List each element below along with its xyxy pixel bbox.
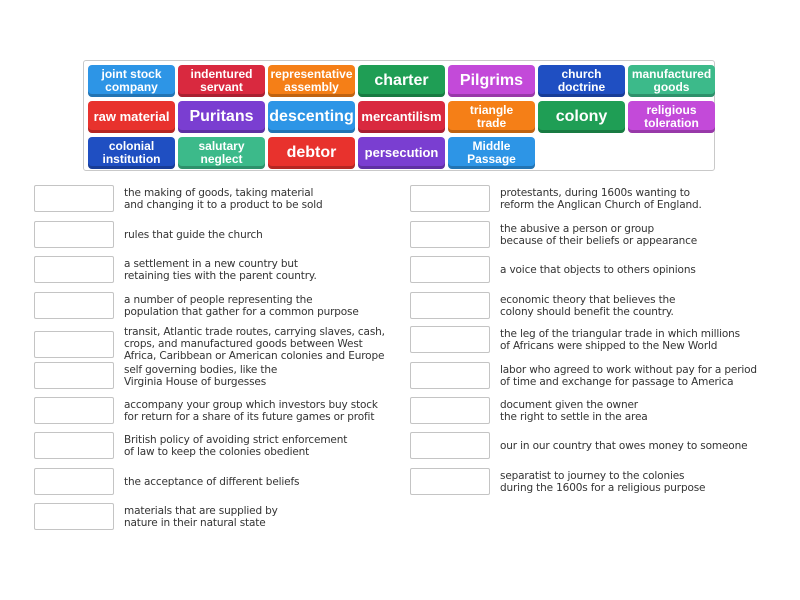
drop-slot[interactable] — [410, 256, 490, 283]
tile-puritans[interactable]: Puritans — [178, 101, 265, 133]
drop-slot[interactable] — [34, 432, 114, 459]
definition-text: the acceptance of different beliefs — [124, 475, 300, 488]
tile-manufactured-goods[interactable]: manufactured goods — [628, 65, 715, 97]
tile-pilgrims[interactable]: Pilgrims — [448, 65, 535, 97]
definition-text: labor who agreed to work without pay for a period of time and exchange for passage to America — [500, 363, 757, 388]
tile-mercantilism[interactable]: mercantilism — [358, 101, 445, 133]
tile-colonial-institution[interactable]: colonial institution — [88, 137, 175, 169]
match-row — [34, 292, 359, 319]
tile-triangle-trade[interactable]: triangle trade — [448, 101, 535, 133]
drop-slot[interactable] — [410, 468, 490, 495]
definition-text: British policy of avoiding strict enforcement of law to keep the colonies obedient — [124, 433, 348, 458]
tile-religious-toleration[interactable]: religious toleration — [628, 101, 715, 133]
tile-indentured-servant[interactable]: indentured servant — [178, 65, 265, 97]
tile-persecution[interactable]: persecution — [358, 137, 445, 169]
match-row — [34, 397, 378, 424]
match-row — [34, 432, 347, 459]
definition-text: self governing bodies, like the Virginia House of burgesses — [124, 363, 278, 388]
drop-slot[interactable] — [34, 292, 114, 319]
tile-salutary-neglect[interactable]: salutary neglect — [178, 137, 265, 169]
definition-text: separatist to journey to the colonies during the 1600s for a religious purpose — [500, 469, 706, 494]
tile-colony[interactable]: colony — [538, 101, 625, 133]
match-row — [410, 397, 648, 424]
definition-text: document given the owner the right to settle in the area — [500, 398, 648, 423]
match-row — [34, 326, 385, 362]
tile-joint-stock-company[interactable]: joint stock company — [88, 65, 175, 97]
definition-text: protestants, during 1600s wanting to reform the Anglican Church of England. — [500, 186, 702, 211]
drop-slot[interactable] — [410, 362, 490, 389]
tile-middle-passage[interactable]: Middle Passage — [448, 137, 535, 169]
definition-text: the abusive a person or group because of their beliefs or appearance — [500, 222, 698, 247]
match-row — [410, 468, 705, 495]
drop-slot[interactable] — [34, 503, 114, 530]
definition-text: a number of people representing the population that gather for a common purpose — [124, 293, 359, 318]
match-row — [34, 362, 277, 389]
tile-representative-assembly[interactable]: representative assembly — [268, 65, 355, 97]
definition-text: accompany your group which investors buy stock for return for a share of its future games or profit — [124, 398, 378, 423]
match-row — [410, 432, 747, 459]
match-row — [34, 185, 323, 212]
definition-text: economic theory that believes the colony should benefit the country. — [500, 293, 676, 318]
definition-text: the leg of the triangular trade in which millions of Africans were shipped to the New World — [500, 327, 741, 352]
match-row — [34, 221, 263, 248]
word-bank — [83, 60, 715, 171]
match-row — [410, 362, 757, 389]
drop-slot[interactable] — [34, 185, 114, 212]
definition-text: a voice that objects to others opinions — [500, 263, 696, 276]
definition-text: a settlement in a new country but retaining ties with the parent country. — [124, 257, 317, 282]
definition-text: transit, Atlantic trade routes, carrying slaves, cash, crops, and manufactured goods between West Africa, Caribbean or American colonies and Europe — [124, 326, 385, 362]
match-row — [410, 221, 697, 248]
match-row — [410, 256, 696, 283]
drop-slot[interactable] — [410, 432, 490, 459]
definition-text: rules that guide the church — [124, 228, 263, 241]
drop-slot[interactable] — [34, 397, 114, 424]
tile-debtor[interactable]: debtor — [268, 137, 355, 169]
drop-slot[interactable] — [410, 221, 490, 248]
tile-charter[interactable]: charter — [358, 65, 445, 97]
drop-slot[interactable] — [410, 326, 490, 353]
match-row — [34, 503, 278, 530]
drop-slot[interactable] — [410, 185, 490, 212]
match-row — [410, 326, 740, 353]
drop-slot[interactable] — [34, 331, 114, 358]
tile-descenting[interactable]: descenting — [268, 101, 355, 133]
match-row — [410, 292, 675, 319]
match-row — [410, 185, 702, 212]
drop-slot[interactable] — [410, 292, 490, 319]
definition-text: materials that are supplied by nature in their natural state — [124, 504, 278, 529]
drop-slot[interactable] — [34, 362, 114, 389]
definition-text: our in our country that owes money to someone — [500, 439, 748, 452]
tile-raw-material[interactable]: raw material — [88, 101, 175, 133]
drop-slot[interactable] — [34, 256, 114, 283]
match-row — [34, 256, 317, 283]
match-row — [34, 468, 299, 495]
drop-slot[interactable] — [410, 397, 490, 424]
tile-church-doctrine[interactable]: church doctrine — [538, 65, 625, 97]
definition-text: the making of goods, taking material and changing it to a product to be sold — [124, 186, 323, 211]
drop-slot[interactable] — [34, 221, 114, 248]
drop-slot[interactable] — [34, 468, 114, 495]
